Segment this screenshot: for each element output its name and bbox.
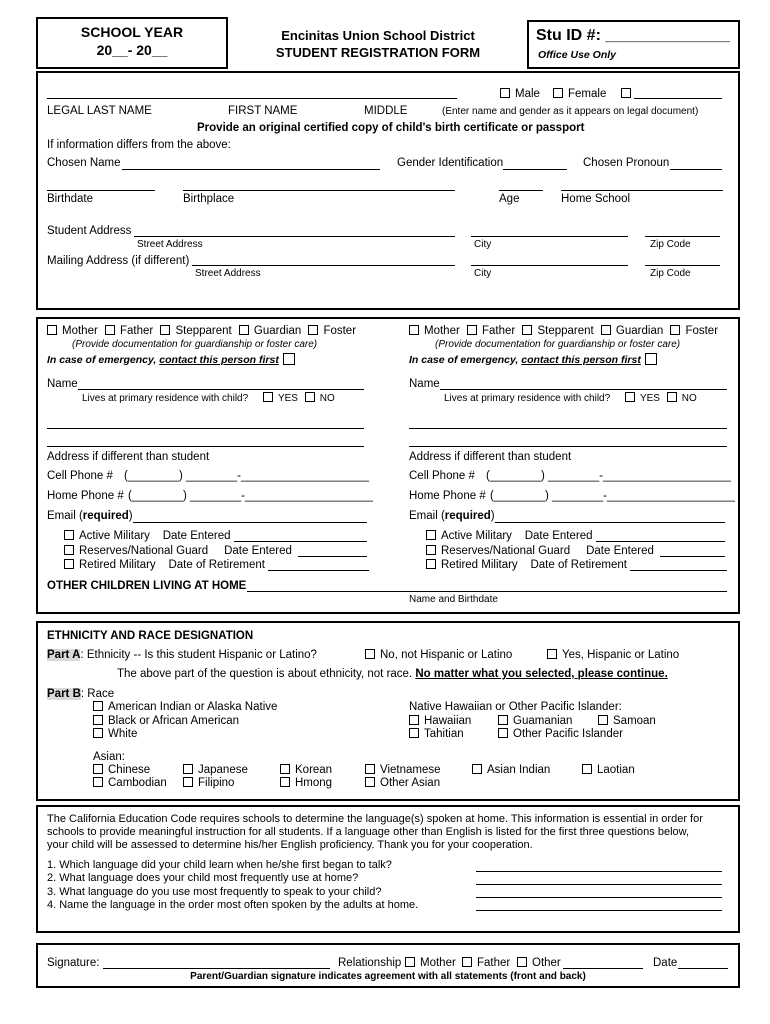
g1-emergency-checkbox[interactable]	[283, 353, 295, 365]
g2-home-label: Home Phone #	[409, 490, 486, 502]
language-answer-3[interactable]	[476, 897, 722, 898]
other-children-line[interactable]	[247, 591, 727, 592]
g1-mother-checkbox[interactable]	[47, 325, 57, 335]
birth-cert-note: Provide an original certified copy of child's birth certificate or passport	[197, 122, 585, 134]
race-hmong[interactable]: Hmong	[280, 777, 332, 789]
no-hispanic-option[interactable]: No, not Hispanic or Latino	[365, 649, 512, 661]
g1-provide-doc: (Provide documentation for guardianship or foster care)	[72, 339, 318, 350]
g1-father-checkbox[interactable]	[105, 325, 115, 335]
hawaiian-checkbox[interactable]	[409, 715, 419, 725]
g2-email-line[interactable]	[495, 522, 725, 523]
language-q3: 3. What language do you use most frequently to speak to your child?	[47, 886, 382, 898]
language-answer-2[interactable]	[476, 884, 722, 885]
g1-lives-at: Lives at primary residence with child? YES NO	[82, 393, 335, 404]
g1-extra-line-2[interactable]	[47, 446, 364, 447]
vietnamese-checkbox[interactable]	[365, 764, 375, 774]
race-laotian[interactable]: Laotian	[582, 764, 635, 776]
first-name-label: FIRST NAME	[228, 105, 298, 117]
student-city-line[interactable]	[471, 236, 628, 237]
district-name: Encinitas Union School District	[281, 28, 475, 43]
birthdate-line[interactable]	[47, 190, 155, 191]
g1-stepparent-checkbox[interactable]	[160, 325, 170, 335]
language-q2: 2. What language does your child most frequently use at home?	[47, 872, 359, 884]
sig-father-checkbox[interactable]	[462, 957, 472, 967]
g2-stepparent-checkbox[interactable]	[522, 325, 532, 335]
school-year-label: SCHOOL YEAR	[80, 24, 184, 40]
g1-emergency[interactable]: In case of emergency, contact this person first	[47, 354, 300, 366]
g2-mother-checkbox[interactable]	[409, 325, 419, 335]
ethnicity-note: The above part of the question is about ethnicity, not race. No matter what you selected, please continue.	[117, 668, 668, 680]
g2-no-checkbox[interactable]	[667, 392, 677, 402]
sig-other-option[interactable]: Other	[517, 957, 561, 969]
other-pacific-checkbox[interactable]	[498, 728, 508, 738]
home-school-label: Home School	[561, 193, 631, 205]
samoan-checkbox[interactable]	[598, 715, 608, 725]
language-intro-2: schools to provide meaningful instruction for all students. If a language other than English is listed for the first three questions below,	[47, 826, 690, 838]
g2-father-checkbox[interactable]	[467, 325, 477, 335]
guamanian-checkbox[interactable]	[498, 715, 508, 725]
g2-home-field[interactable]: (________) ________-____________________	[490, 490, 735, 502]
last-name-label: LEGAL LAST NAME	[47, 105, 152, 117]
g1-foster-checkbox[interactable]	[308, 325, 318, 335]
g1-reserves-checkbox[interactable]	[64, 545, 74, 555]
legal-doc-note: (Enter name and gender as it appears on legal document)	[442, 106, 699, 117]
chosen-name-line[interactable]	[122, 169, 380, 170]
race-american-indian[interactable]: American Indian or Alaska Native	[93, 701, 277, 713]
g2-emergency-checkbox[interactable]	[645, 353, 657, 365]
g2-cell-field[interactable]: (________) ________-____________________	[486, 470, 731, 482]
g1-retired[interactable]: Retired Military Date of Retirement	[64, 559, 265, 571]
g1-reserves[interactable]: Reserves/National Guard Date Entered	[64, 545, 292, 557]
street-address-caption: Street Address	[137, 239, 203, 250]
g2-name-label: Name	[409, 378, 440, 390]
date-line[interactable]	[678, 968, 728, 969]
other-children-label: OTHER CHILDREN LIVING AT HOME	[47, 580, 247, 592]
date-label: Date	[653, 957, 678, 969]
female-checkbox[interactable]	[553, 88, 563, 98]
g2-reserves-checkbox[interactable]	[426, 545, 436, 555]
g2-retired[interactable]: Retired Military Date of Retirement	[426, 559, 627, 571]
g2-active-military[interactable]: Active Military Date Entered	[426, 530, 592, 542]
race-vietnamese[interactable]: Vietnamese	[365, 764, 441, 776]
if-differs-label: If information differs from the above:	[47, 139, 231, 151]
g2-extra-line-1[interactable]	[409, 428, 727, 429]
gender-id-line[interactable]	[503, 169, 567, 170]
g2-guardian-checkbox[interactable]	[601, 325, 611, 335]
race-hawaiian[interactable]: Hawaiian	[409, 715, 471, 727]
other-asian-checkbox[interactable]	[365, 777, 375, 787]
sig-father-option[interactable]: Father	[462, 957, 510, 969]
form-title: STUDENT REGISTRATION FORM	[275, 45, 481, 60]
language-intro-1: The California Education Code requires schools to determine the language(s) spoken at home. This information is essential in order for	[47, 813, 703, 825]
gender-id-label: Gender Identification	[397, 157, 504, 169]
g2-reserves[interactable]: Reserves/National Guard Date Entered	[426, 545, 654, 557]
age-label: Age	[499, 193, 520, 205]
sig-mother-option[interactable]: Mother	[405, 957, 456, 969]
black-checkbox[interactable]	[93, 715, 103, 725]
g1-home-field[interactable]: (________) ________-____________________	[128, 490, 373, 502]
g1-active-checkbox[interactable]	[64, 530, 74, 540]
no-hispanic-checkbox[interactable]	[365, 649, 375, 659]
birthdate-label: Birthdate	[47, 193, 94, 205]
g1-email-label: Email (required)	[47, 510, 133, 522]
student-address-label: Student Address	[47, 225, 132, 237]
language-q1: 1. Which language did your child learn when he/she first began to talk?	[47, 859, 392, 871]
age-line[interactable]	[499, 190, 543, 191]
g1-extra-line-1[interactable]	[47, 428, 364, 429]
mailing-city-line[interactable]	[471, 265, 628, 266]
american-indian-checkbox[interactable]	[93, 701, 103, 711]
g1-active-military[interactable]: Active Military Date Entered	[64, 530, 230, 542]
g1-name-label: Name	[47, 378, 78, 390]
race-asian-indian[interactable]: Asian Indian	[472, 764, 550, 776]
mailing-street-line[interactable]	[192, 265, 455, 266]
race-tahitian[interactable]: Tahitian	[409, 728, 464, 740]
stu-id-field[interactable]: Stu ID #: ______________	[536, 27, 730, 44]
g1-name-line[interactable]	[78, 389, 364, 390]
japanese-checkbox[interactable]	[183, 764, 193, 774]
g2-yes-checkbox[interactable]	[625, 392, 635, 402]
zip-caption: Zip Code	[650, 239, 691, 250]
g2-provide-doc: (Provide documentation for guardianship or foster care)	[435, 339, 681, 350]
part-b-race: Part B: Race	[47, 688, 115, 700]
gender-male[interactable]: Male	[500, 88, 540, 100]
g2-retired-checkbox[interactable]	[426, 559, 436, 569]
name-birthdate-caption: Name and Birthdate	[409, 594, 498, 605]
filipino-checkbox[interactable]	[183, 777, 193, 787]
gender-other-line[interactable]	[634, 98, 722, 99]
race-chinese[interactable]: Chinese	[93, 764, 150, 776]
race-other-asian[interactable]: Other Asian	[365, 777, 440, 789]
g1-active-date-line[interactable]	[234, 541, 367, 542]
g2-name-line[interactable]	[440, 389, 727, 390]
korean-checkbox[interactable]	[280, 764, 290, 774]
signature-line[interactable]	[103, 968, 330, 969]
race-samoan[interactable]: Samoan	[598, 715, 656, 727]
cambodian-checkbox[interactable]	[93, 777, 103, 787]
g1-address-diff: Address if different than student	[47, 451, 210, 463]
g1-guardian-checkbox[interactable]	[239, 325, 249, 335]
male-checkbox[interactable]	[500, 88, 510, 98]
relationship-label: Relationship	[338, 957, 402, 969]
white-checkbox[interactable]	[93, 728, 103, 738]
ethnicity-title: ETHNICITY AND RACE DESIGNATION	[47, 630, 254, 642]
language-intro-3: your child will be assessed to determine his/her English proficiency. Thank you for your cooperation.	[47, 839, 533, 851]
tahitian-checkbox[interactable]	[409, 728, 419, 738]
asian-label: Asian:	[93, 751, 125, 763]
middle-label: MIDDLE	[364, 105, 408, 117]
race-guamanian[interactable]: Guamanian	[498, 715, 572, 727]
g2-active-checkbox[interactable]	[426, 530, 436, 540]
language-answer-1[interactable]	[476, 871, 722, 872]
mailing-city-caption: City	[474, 268, 492, 279]
mailing-zip-line[interactable]	[645, 265, 720, 266]
race-cambodian[interactable]: Cambodian	[93, 777, 167, 789]
g1-no-checkbox[interactable]	[305, 392, 315, 402]
legal-name-line[interactable]	[47, 98, 457, 99]
native-hawaiian-label: Native Hawaiian or Other Pacific Islander:	[409, 701, 622, 713]
birthplace-line[interactable]	[183, 190, 455, 191]
g1-home-label: Home Phone #	[47, 490, 124, 502]
language-q4: 4. Name the language in the order most often spoken by the adults at home.	[47, 899, 419, 911]
office-use-label: Office Use Only	[538, 49, 617, 61]
pronoun-line[interactable]	[670, 169, 722, 170]
home-school-line[interactable]	[561, 190, 723, 191]
mailing-address-label: Mailing Address (if different)	[47, 255, 190, 267]
mailing-street-caption: Street Address	[195, 268, 261, 279]
g2-retired-date-line[interactable]	[630, 570, 727, 571]
g1-retired-checkbox[interactable]	[64, 559, 74, 569]
g2-cell-label: Cell Phone #	[409, 470, 475, 482]
g2-reserves-date-line[interactable]	[660, 556, 725, 557]
g1-cell-field[interactable]: (________) ________-____________________	[124, 470, 369, 482]
g2-active-date-line[interactable]	[596, 541, 725, 542]
yes-hispanic-checkbox[interactable]	[547, 649, 557, 659]
race-black[interactable]: Black or African American	[93, 715, 239, 727]
other-gender-checkbox[interactable]	[621, 88, 631, 98]
g2-emergency[interactable]: In case of emergency, contact this person first	[409, 354, 662, 366]
sig-other-line[interactable]	[563, 968, 643, 969]
g1-email-line[interactable]	[133, 522, 367, 523]
race-japanese[interactable]: Japanese	[183, 764, 248, 776]
g1-yes-checkbox[interactable]	[263, 392, 273, 402]
chosen-name-label: Chosen Name	[47, 157, 121, 169]
g1-retired-date-line[interactable]	[268, 570, 369, 571]
student-zip-line[interactable]	[645, 236, 720, 237]
g2-extra-line-2[interactable]	[409, 446, 727, 447]
sig-mother-checkbox[interactable]	[405, 957, 415, 967]
birthplace-label: Birthplace	[183, 193, 235, 205]
g2-foster-checkbox[interactable]	[670, 325, 680, 335]
g1-cell-label: Cell Phone #	[47, 470, 113, 482]
race-white[interactable]: White	[93, 728, 137, 740]
school-year-value[interactable]: 20__- 20__	[96, 42, 168, 58]
language-answer-4[interactable]	[476, 910, 722, 911]
g1-reserves-date-line[interactable]	[298, 556, 367, 557]
g2-address-diff: Address if different than student	[409, 451, 572, 463]
agreement-note: Parent/Guardian signature indicates agreement with all statements (front and back)	[190, 971, 586, 982]
yes-hispanic-option[interactable]: Yes, Hispanic or Latino	[547, 649, 679, 661]
g2-lives-at: Lives at primary residence with child? YES NO	[444, 393, 697, 404]
gender-female[interactable]: Female	[553, 88, 606, 100]
race-filipino[interactable]: Filipino	[183, 777, 234, 789]
race-korean[interactable]: Korean	[280, 764, 332, 776]
race-other-pacific[interactable]: Other Pacific Islander	[498, 728, 623, 740]
laotian-checkbox[interactable]	[582, 764, 592, 774]
pronoun-label: Chosen Pronoun	[583, 157, 670, 169]
asian-indian-checkbox[interactable]	[472, 764, 482, 774]
guardian1-relationship[interactable]: Mother Father Stepparent Guardian Foster	[47, 325, 356, 337]
sig-other-checkbox[interactable]	[517, 957, 527, 967]
g2-email-label: Email (required)	[409, 510, 495, 522]
guardian2-relationship[interactable]: Mother Father Stepparent Guardian Foster	[409, 325, 718, 337]
part-a-question: Part A: Ethnicity -- Is this student Hispanic or Latino?	[47, 649, 317, 661]
city-caption: City	[474, 239, 492, 250]
student-street-line[interactable]	[134, 236, 455, 237]
hmong-checkbox[interactable]	[280, 777, 290, 787]
mailing-zip-caption: Zip Code	[650, 268, 691, 279]
chinese-checkbox[interactable]	[93, 764, 103, 774]
signature-label: Signature:	[47, 957, 100, 969]
